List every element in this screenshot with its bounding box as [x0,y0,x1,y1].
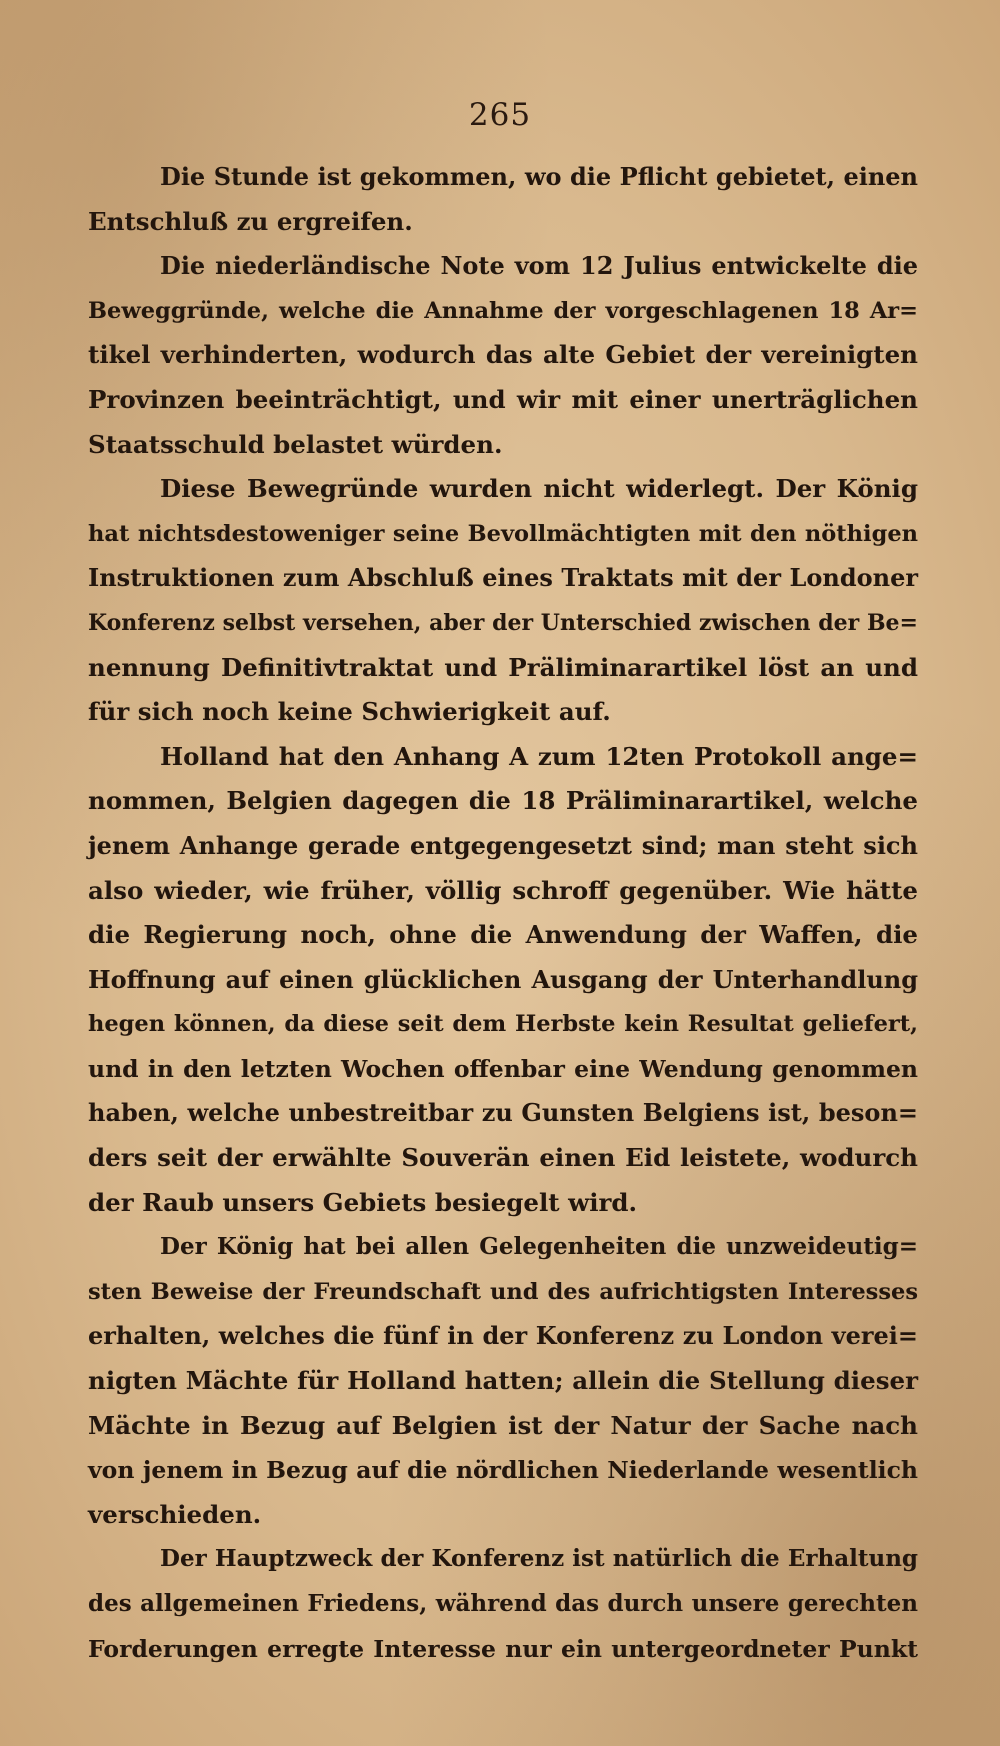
text-line: des allgemeinen Friedens, während das durch unsere gerechten [88,1590,918,1617]
text-line: jenem Anhange gerade entgegengesetzt sind; man steht sich [88,830,918,860]
text-line: Provinzen beeinträchtigt, und wir mit einer unerträglichen [88,384,918,414]
text-line: Die niederländische Note vom 12 Julius entwickelte die [160,251,918,281]
page-body-text [88,155,918,1671]
text-line: von jenem in Bezug auf die nördlichen Niederlande wesentlich [88,1456,918,1485]
text-line: sten Beweise der Freundschaft und des aufrichtigsten Interesses [88,1278,918,1305]
text-line: erhalten, welches die fünf in der Konferenz zu London verei= [88,1321,918,1351]
text-line: ders seit der erwählte Souverän einen Eid leistete, wodurch [88,1143,918,1173]
text-line: nennung Definitivtraktat und Präliminarartikel löst an und [88,652,918,682]
text-line: Mächte in Bezug auf Belgien ist der Natur der Sache nach [88,1410,918,1440]
text-line: für sich noch keine Schwierigkeit auf. [88,697,611,727]
text-line: Der König hat bei allen Gelegenheiten die unzweideutig= [160,1233,918,1261]
text-line: der Raub unsers Gebiets besiegelt wird. [88,1187,638,1217]
text-line: nommen, Belgien dagegen die 18 Präliminarartikel, welche [88,786,918,816]
text-line: Holland hat den Anhang A zum 12ten Protokoll ange= [160,741,918,771]
text-line: Forderungen erregte Interesse nur ein untergeordneter Punkt [88,1634,918,1663]
text-line: haben, welche unbestreitbar zu Gunsten Belgiens ist, beson= [88,1098,918,1128]
text-line: Die Stunde ist gekommen, wo die Pflicht gebietet, einen [160,162,918,191]
text-line: und in den letzten Wochen offenbar eine Wendung genommen [88,1054,918,1083]
text-line: tikel verhinderten, wodurch das alte Gebiet der vereinigten [88,340,918,370]
text-line: verschieden. [88,1499,262,1529]
text-line: Entschluß zu ergreifen. [88,206,413,236]
text-line: Diese Bewegründe wurden nicht widerlegt. Der König [160,474,918,504]
text-line: Staatsschuld belastet würden. [88,429,503,459]
text-line: hat nichtsdestoweniger seine Bevollmächtigten mit den nöthigen [88,520,918,547]
text-line: hegen können, da diese seit dem Herbste kein Resultat geliefert, [88,1011,918,1038]
text-line: Konferenz selbst versehen, aber der Unterschied zwischen der Be= [88,609,918,636]
text-line: Hoffnung auf einen glücklichen Ausgang der Unterhandlung [88,964,918,994]
text-line: Instruktionen zum Abschluß eines Traktats mit der Londoner [88,563,918,593]
text-line: Der Hauptzweck der Konferenz ist natürlich die Erhaltung [160,1545,918,1573]
text-line: also wieder, wie früher, völlig schroff gegenüber. Wie hätte [88,875,918,905]
text-line: die Regierung noch, ohne die Anwendung der Waffen, die [88,920,918,950]
text-line: nigten Mächte für Holland hatten; allein die Stellung dieser [88,1366,918,1396]
page-number: 265 [468,97,532,133]
text-line: Beweggründe, welche die Annahme der vorgeschlagenen 18 Ar= [88,297,918,324]
